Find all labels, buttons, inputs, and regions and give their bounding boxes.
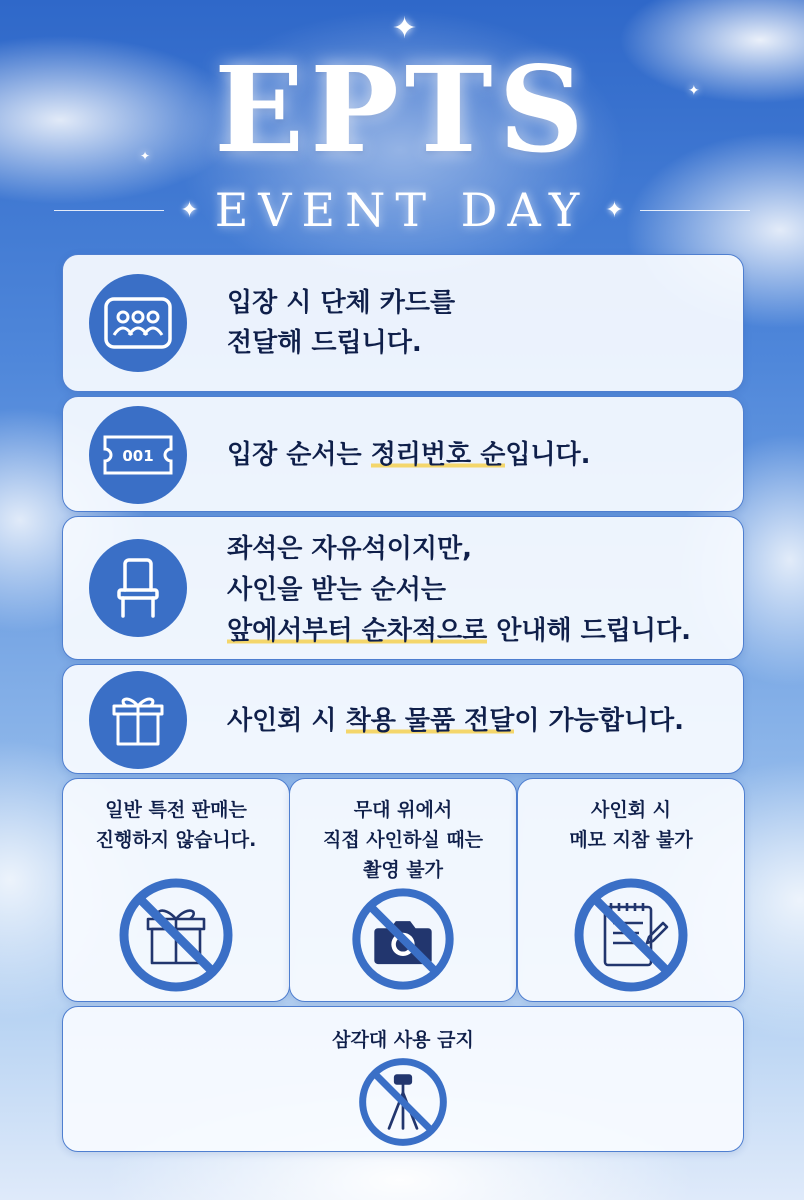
prohibition-line: 사인회 시 bbox=[590, 799, 672, 821]
highlighted-text: 착용 물품 전달 bbox=[345, 706, 515, 736]
notice-text-part: 입장 순서는 bbox=[227, 440, 371, 470]
chair-icon bbox=[89, 539, 187, 637]
poster-header bbox=[0, 40, 804, 180]
prohibition-card-no-sales bbox=[62, 778, 290, 1002]
prohibition-text bbox=[63, 795, 289, 855]
notice-text-part: 입니다. bbox=[505, 440, 591, 470]
sparkle-icon: ✦ bbox=[140, 149, 151, 163]
no-gift-icon bbox=[118, 877, 234, 993]
notice-text bbox=[227, 283, 455, 363]
notice-card-entry-order bbox=[62, 396, 744, 512]
notice-text-part: 안내해 드립니다. bbox=[487, 616, 692, 646]
prohibition-card-no-photo bbox=[289, 778, 517, 1002]
sparkle-icon: ✦ bbox=[688, 83, 700, 99]
notice-text bbox=[227, 435, 591, 475]
sparkle-icon: ✦ bbox=[392, 11, 418, 46]
highlighted-text: 앞에서부터 순차적으로 bbox=[227, 616, 488, 646]
prohibition-card-no-tripod bbox=[62, 1006, 744, 1152]
prohibition-card-no-memo bbox=[517, 778, 745, 1002]
notice-line: 좌석은 자유석이지만, bbox=[227, 534, 472, 564]
no-camera-icon bbox=[351, 887, 455, 991]
subtitle-row bbox=[0, 180, 804, 240]
ticket-icon bbox=[89, 406, 187, 504]
gift-icon bbox=[89, 671, 187, 769]
group-card-icon bbox=[89, 274, 187, 372]
sparkle-icon: ✦ bbox=[605, 197, 624, 223]
ticket-number: 001 bbox=[122, 447, 154, 465]
page-subtitle: EVENT DAY bbox=[214, 183, 590, 237]
prohibition-line: 일반 특전 판매는 bbox=[105, 799, 247, 821]
prohibition-line: 촬영 불가 bbox=[362, 859, 444, 881]
prohibition-text: 삼각대 사용 금지 bbox=[332, 1029, 474, 1051]
notice-line: 전달해 드립니다. bbox=[227, 328, 422, 358]
notice-text bbox=[227, 701, 684, 741]
no-tripod-icon bbox=[358, 1057, 448, 1147]
notice-line: 입장 시 단체 카드를 bbox=[227, 288, 456, 318]
page-title: EPTS bbox=[214, 40, 590, 179]
notice-text bbox=[227, 529, 691, 652]
prohibition-text bbox=[290, 795, 516, 885]
prohibition-line: 진행하지 않습니다. bbox=[95, 829, 257, 851]
notice-line bbox=[227, 611, 691, 652]
prohibition-text bbox=[518, 795, 744, 855]
prohibition-line: 직접 사인하실 때는 bbox=[322, 829, 484, 851]
no-memo-icon bbox=[573, 877, 689, 993]
highlighted-text: 정리번호 순 bbox=[370, 440, 506, 470]
notice-text-part: 사인회 시 bbox=[227, 706, 346, 736]
sparkle-icon: ✦ bbox=[180, 197, 199, 223]
notice-card-group-card bbox=[62, 254, 744, 392]
notice-text-part: 이 가능합니다. bbox=[514, 706, 685, 736]
notice-card-gift bbox=[62, 664, 744, 774]
notice-card-seating bbox=[62, 516, 744, 660]
divider bbox=[54, 210, 164, 211]
prohibition-line: 무대 위에서 bbox=[353, 799, 453, 821]
divider bbox=[640, 210, 750, 211]
notice-line: 사인을 받는 순서는 bbox=[227, 575, 447, 605]
prohibition-line: 메모 지참 불가 bbox=[569, 829, 693, 851]
